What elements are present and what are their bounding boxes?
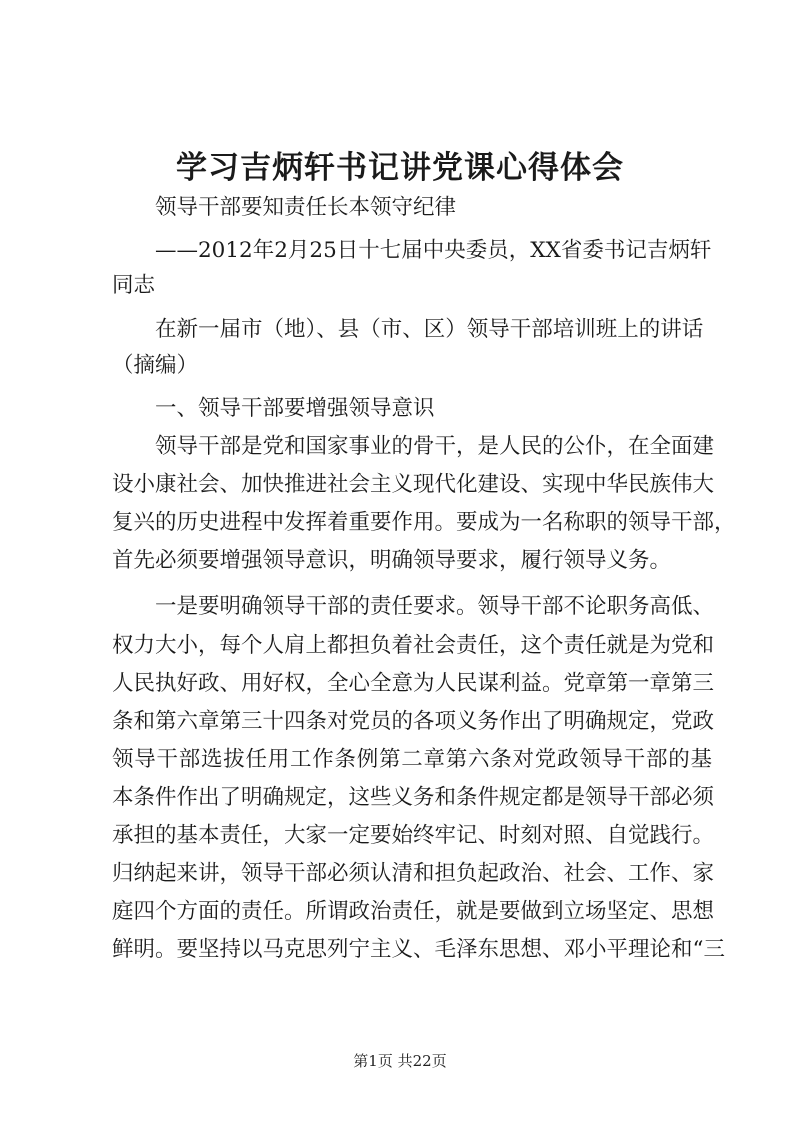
text-line: （摘编） xyxy=(112,353,199,378)
text-line: 庭四个方面的责任。所谓政治责任，就是要做到立场坚定、思想 xyxy=(112,899,715,924)
text-line: 领导干部是党和国家事业的骨干，是人民的公仆，在全面建 xyxy=(112,434,715,459)
text-line: 本条件作出了明确规定，这些义务和条件规定都是领导干部必须 xyxy=(112,785,715,810)
text-line: 复兴的历史进程中发挥着重要作用。要成为一名称职的领导干部， xyxy=(112,510,736,535)
document-title: 学习吉炳轩书记讲党课心得体会 xyxy=(176,150,624,186)
page-footer: 第1页 共22页 xyxy=(353,1052,447,1070)
text-line: 一是要明确领导干部的责任要求。领导干部不论职务高低、 xyxy=(112,594,715,619)
text-line: 归纳起来讲，领导干部必须认清和担负起政治、社会、工作、家 xyxy=(112,861,715,886)
text-line: 领导干部要知责任长本领守纪律 xyxy=(112,195,457,220)
text-line: 人民执好政、用好权，全心全意为人民谋利益。党章第一章第三 xyxy=(112,671,715,696)
text-line: 权力大小，每个人肩上都担负着社会责任，这个责任就是为党和 xyxy=(112,633,715,658)
text-line: 在新一届市（地）、县（市、区）领导干部培训班上的讲话 xyxy=(112,317,704,342)
text-line: 同志 xyxy=(112,273,156,298)
text-line: ——2012年2月25日十七届中央委员，XX省委书记吉炳轩 xyxy=(112,238,712,263)
text-line: 设小康社会、加快推进社会主义现代化建设、实现中华民族伟大 xyxy=(112,472,715,497)
text-line: 领导干部选拔任用工作条例第二章第六条对党政领导干部的基 xyxy=(112,747,712,772)
text-line: 首先必须要增强领导意识，明确领导要求，履行领导义务。 xyxy=(112,548,672,573)
text-line: 鲜明。要坚持以马克思列宁主义、毛泽东思想、邓小平理论和“三 xyxy=(112,937,725,962)
text-line: 承担的基本责任，大家一定要始终牢记、时刻对照、自觉践行。 xyxy=(112,823,715,848)
text-line: 条和第六章第三十四条对党员的各项义务作出了明确规定，党政 xyxy=(112,709,715,734)
section-heading: 一、领导干部要增强领导意识 xyxy=(112,396,435,421)
